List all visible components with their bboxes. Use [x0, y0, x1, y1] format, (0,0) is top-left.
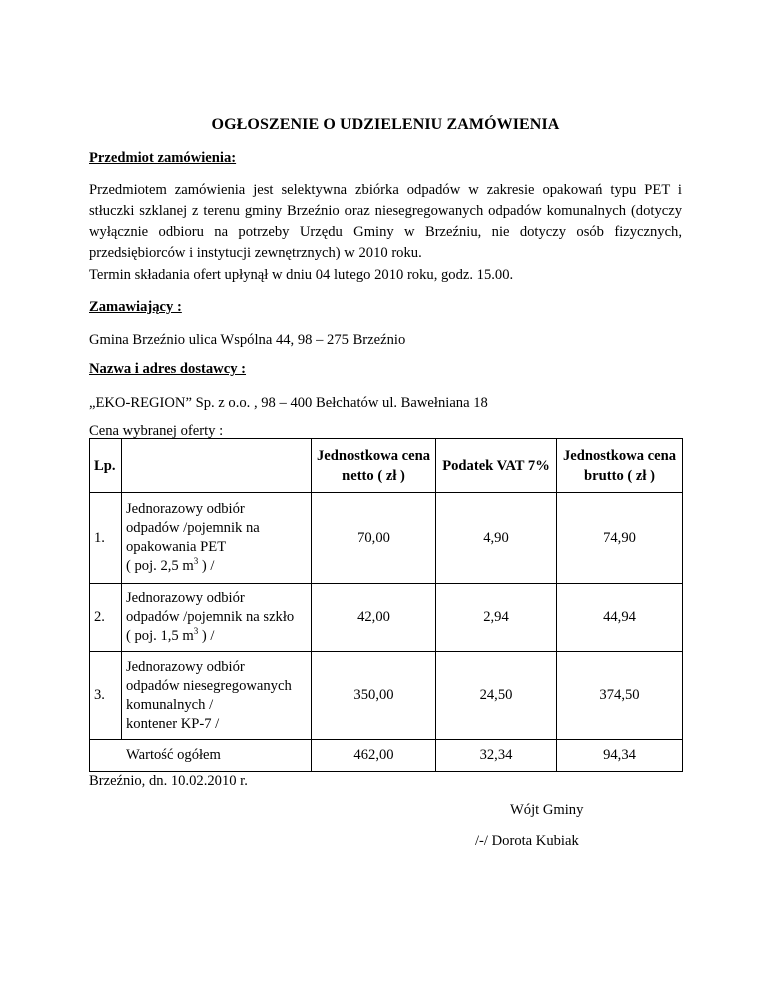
table-row	[90, 652, 683, 740]
total-vat: 32,34	[436, 740, 557, 772]
row-net: 70,00	[312, 493, 436, 584]
volume-superscript: 3	[193, 556, 199, 567]
header-net: Jednostkowa cena netto ( zł )	[312, 439, 436, 493]
row-vat: 24,50	[436, 652, 557, 740]
table-header-row	[90, 439, 683, 493]
total-net: 462,00	[312, 740, 436, 772]
header-gross: Jednostkowa cena brutto ( zł )	[557, 439, 683, 493]
row-description	[122, 493, 312, 584]
supplier-body: „EKO-REGION” Sp. z o.o. , 98 – 400 Bełchatów ul. Bawełniana 18	[89, 395, 488, 411]
place-date: Brzeźnio, dn. 10.02.2010 r.	[89, 773, 248, 789]
row-description	[122, 652, 312, 740]
desc-line: kontener KP-7 /	[126, 715, 220, 732]
subject-heading: Przedmiot zamówienia:	[89, 150, 237, 166]
header-description	[122, 439, 312, 493]
table-row	[90, 584, 683, 652]
desc-line: Jednorazowy odbiór	[126, 501, 245, 517]
orderer-body: Gmina Brzeźnio ulica Wspólna 44, 98 – 275 Brzeźnio	[89, 332, 406, 348]
row-net: 42,00	[312, 584, 436, 652]
row-lp: 2.	[90, 584, 122, 652]
signature-role: Wójt Gminy	[510, 802, 584, 818]
desc-volume	[126, 557, 307, 576]
header-vat: Podatek VAT 7%	[436, 439, 557, 493]
signature-name: /-/ Dorota Kubiak	[475, 833, 579, 849]
row-description	[122, 584, 312, 652]
row-lp: 3.	[90, 652, 122, 740]
row-gross: 44,94	[557, 584, 683, 652]
row-lp: 1.	[90, 493, 122, 584]
table-total-row	[90, 740, 683, 772]
row-vat: 4,90	[436, 493, 557, 584]
header-lp: Lp.	[90, 439, 122, 493]
deadline-text: Termin składania ofert upłynął w dniu 04 lutego 2010 roku, godz. 15.00.	[89, 267, 514, 283]
price-label: Cena wybranej oferty :	[89, 423, 224, 439]
total-gross: 94,34	[557, 740, 683, 772]
volume-suffix: ) /	[198, 628, 215, 644]
volume-prefix: ( poj. 1,5 m	[126, 628, 194, 644]
document-title: OGŁOSZENIE O UDZIELENIU ZAMÓWIENIA	[211, 116, 560, 133]
row-net: 350,00	[312, 652, 436, 740]
desc-line: opakowania PET	[126, 539, 227, 555]
desc-line: Jednorazowy odbiór	[126, 658, 245, 675]
subject-body: Przedmiotem zamówienia jest selektywna zbiórka odpadów w zakresie opakowań typu PET i stłuczki szklanej z terenu gminy Brzeźnio oraz niesegregowanych odpadów komunalnych (dotyczy wyłącznie odbioru na potrzeby Urzędu Gminy w Brzeźniu, nie dotyczy osób fizycznych, przedsiębiorców i instytucji zewnętrznych) w 2010 roku.	[89, 182, 682, 261]
volume-superscript: 3	[193, 626, 199, 637]
table-row	[90, 493, 683, 584]
desc-line: odpadów niesegregowanych	[126, 677, 292, 694]
desc-volume	[126, 627, 307, 646]
row-gross: 374,50	[557, 652, 683, 740]
supplier-heading: Nazwa i adres dostawcy :	[89, 361, 247, 377]
volume-prefix: ( poj. 2,5 m	[126, 558, 194, 574]
desc-line: komunalnych /	[126, 696, 214, 713]
volume-suffix: ) /	[198, 558, 215, 574]
total-label: Wartość ogółem	[90, 740, 312, 772]
offer-table	[89, 438, 683, 772]
desc-line: odpadów /pojemnik na	[126, 520, 260, 536]
row-vat: 2,94	[436, 584, 557, 652]
desc-line: Jednorazowy odbiór	[126, 590, 245, 606]
row-gross: 74,90	[557, 493, 683, 584]
orderer-heading: Zamawiający :	[89, 299, 182, 315]
desc-line: odpadów /pojemnik na szkło	[126, 609, 295, 625]
